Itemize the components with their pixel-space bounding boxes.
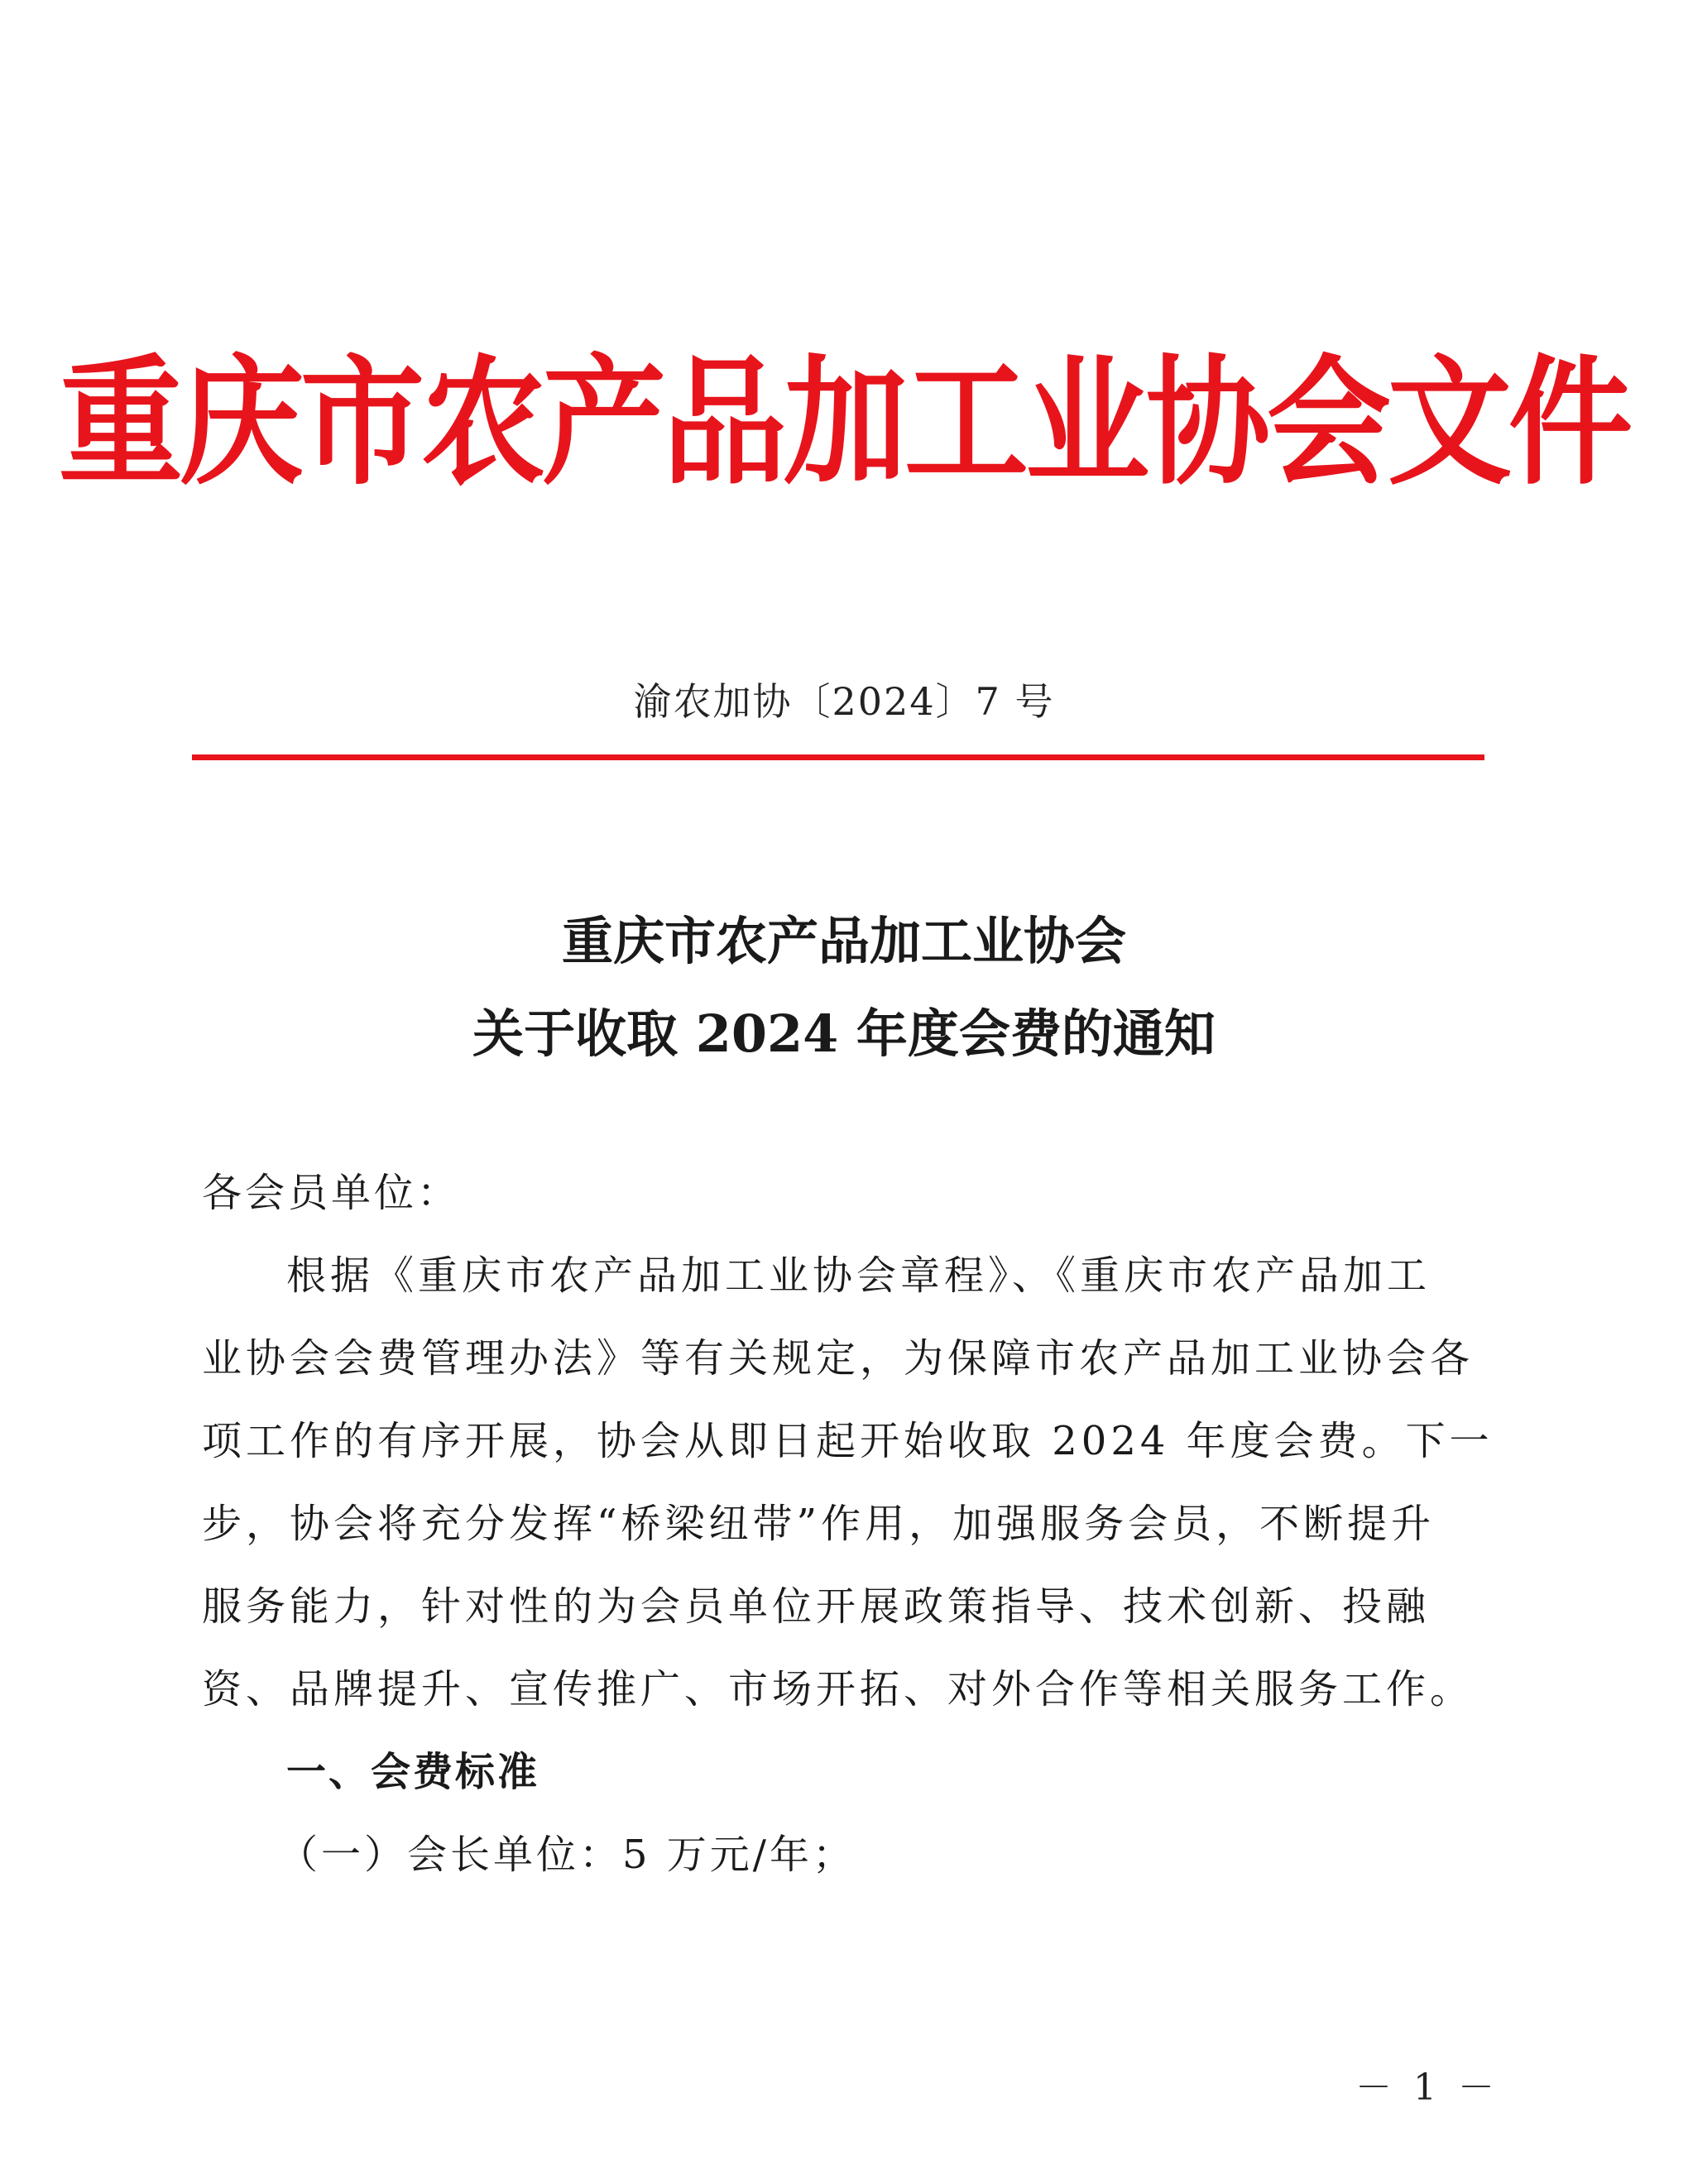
body-line: 业协会会费管理办法》等有关规定，为保障市农产品加工业协会各 (202, 1335, 1475, 1382)
fee-item-president-unit: （一）会长单位：5 万元/年； (278, 1832, 856, 1878)
body-line: 服务能力，针对性的为会员单位开展政策指导、技术创新、投融 (202, 1583, 1431, 1630)
red-divider-line (192, 754, 1484, 760)
body-line: 项工作的有序开展，协会从即日起开始收取 2024 年度会费。下一 (202, 1418, 1494, 1464)
salutation: 各会员单位： (202, 1170, 461, 1216)
body-line: 根据《重庆市农产品加工业协会章程》、《重庆市农产品加工 (286, 1252, 1431, 1299)
notice-title-line-1: 重庆市农产品加工业协会 (561, 911, 1126, 971)
body-line: 资、品牌提升、宣传推广、市场开拓、对外合作等相关服务工作。 (202, 1666, 1475, 1712)
body-line: 步，协会将充分发挥“桥梁纽带”作用，加强服务会员，不断提升 (202, 1501, 1436, 1547)
document-number: 渝农加协〔2024〕7 号 (633, 679, 1055, 724)
document-masthead: 重庆市农产品加工业协会文件 (58, 342, 1629, 505)
page-number: － 1 － (1355, 2067, 1499, 2109)
notice-title-line-2: 关于收取 2024 年度会费的通知 (472, 1003, 1216, 1064)
section-heading-fee-standard: 一、会费标准 (286, 1749, 540, 1795)
